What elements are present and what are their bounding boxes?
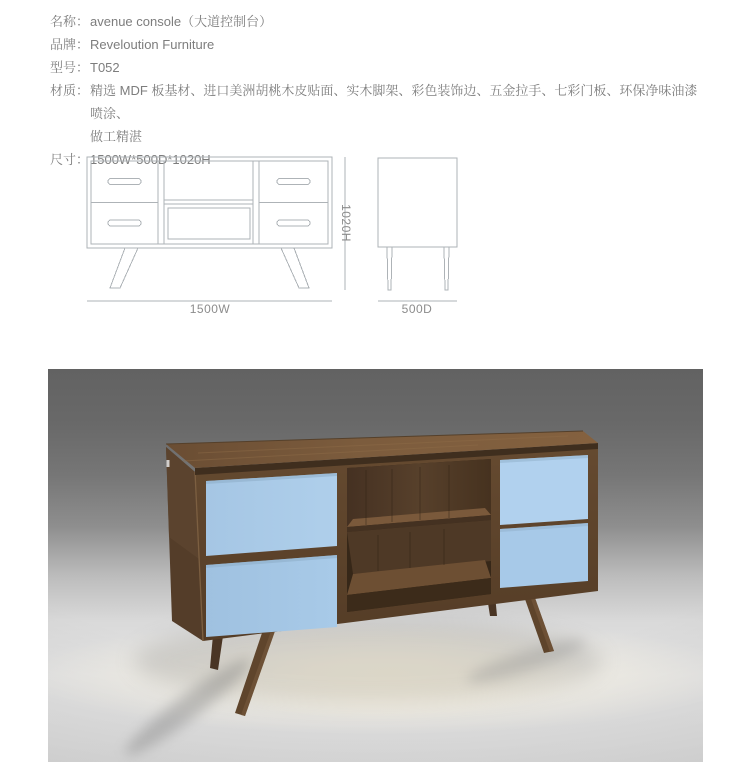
spec-value: T052	[90, 60, 120, 75]
material-line-2: 做工精湛	[90, 129, 143, 144]
height-dimension-label: 1020H	[339, 204, 353, 242]
spec-value: avenue console（大道控制台）	[90, 14, 273, 29]
spec-value: Reveloution Furniture	[90, 37, 215, 52]
spec-label: 材质：	[50, 83, 90, 98]
spec-label: 型号：	[50, 60, 90, 75]
drawer-handle	[108, 179, 141, 185]
product-specs	[50, 10, 710, 171]
product-photo	[48, 369, 703, 762]
front-view-drawing	[87, 157, 345, 301]
drawer-left-top	[206, 473, 337, 556]
console-render	[48, 369, 703, 762]
front-view-leg	[281, 248, 309, 288]
drawer-right-bottom	[500, 523, 588, 588]
width-dimension-label: 1500W	[189, 302, 231, 316]
material-line-1: 精选 MDF 板基材、进口美洲胡桃木皮贴面、实木脚架、彩色装饰边、五金拉手、七彩门板、环保净味油漆喷涂、	[90, 83, 698, 121]
spec-label: 品牌：	[50, 37, 90, 52]
drawer-handle	[277, 179, 310, 185]
side-view-leg	[444, 247, 449, 290]
drawer-handle	[108, 220, 141, 226]
spec-row-model	[50, 56, 710, 79]
side-panel-highlight	[167, 460, 170, 467]
dimension-drawings	[40, 148, 480, 323]
drawer-right-top	[500, 455, 588, 525]
spec-row-material	[50, 79, 710, 148]
side-view-leg	[387, 247, 392, 290]
drawer-left-bottom	[206, 555, 337, 637]
spec-row-name	[50, 10, 710, 33]
spec-label: 尺寸：	[50, 152, 90, 167]
depth-dimension-label: 500D	[401, 302, 433, 316]
spec-label: 名称：	[50, 14, 90, 29]
open-shelf-section	[347, 459, 491, 612]
spec-row-brand	[50, 33, 710, 56]
drawer-handle	[277, 220, 310, 226]
front-view-leg	[110, 248, 138, 288]
spec-value: 1500W*500D*1020H	[90, 152, 211, 167]
side-view-drawing	[378, 158, 457, 301]
spec-value	[90, 79, 702, 148]
